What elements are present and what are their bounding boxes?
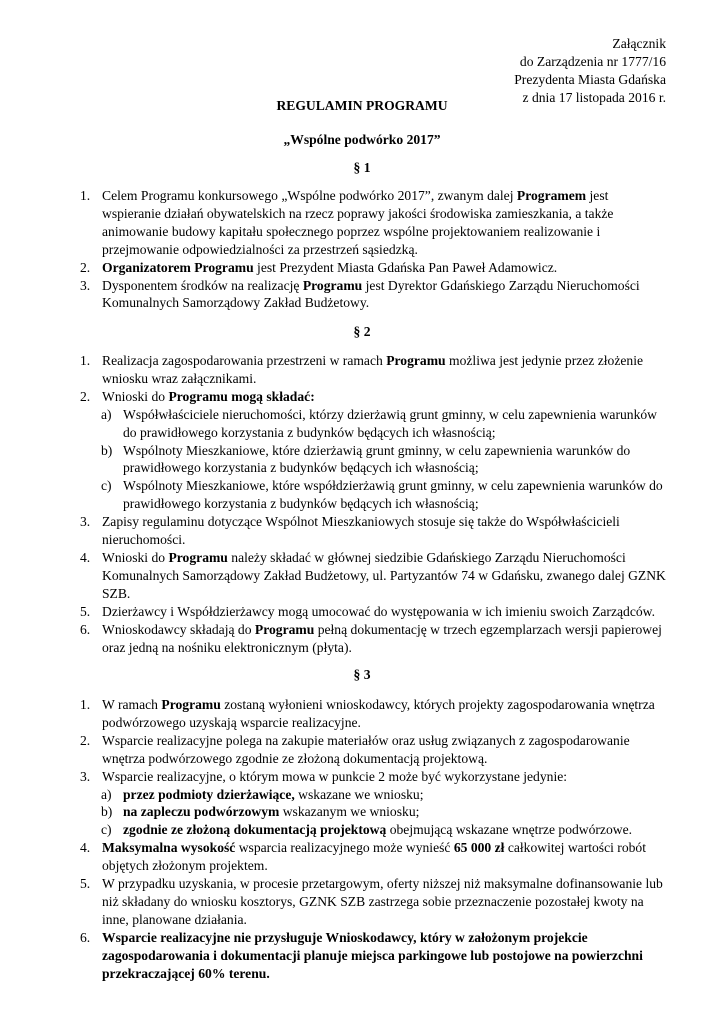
- item-bold: Maksymalna wysokość: [102, 840, 236, 856]
- item-text: Wnioski do: [102, 549, 169, 565]
- item-number: 1.: [80, 697, 91, 712]
- sub-item-text: Współwłaściciele nieruchomości, którzy dzierżawią grunt gminny, w celu zapewnienia warunków do prawidłowego korzystania z budynków będących ich własnością;: [123, 406, 657, 440]
- section-heading-3: § 3: [353, 667, 371, 682]
- item-number: 1.: [80, 353, 91, 368]
- item-text: W przypadku uzyskania, w procesie przetargowym, oferty niższej niż maksymalne dofinansowanie lub niż składany do wniosku kosztorys, GZNK SZB zastrzega sobie przeznaczenie pozostałej kwoty na inne, planowane działania.: [102, 876, 663, 927]
- item-number: 5.: [80, 603, 91, 619]
- sub-item-text: obejmującą wskazane wnętrze podwórzowe.: [386, 822, 633, 838]
- item-text: wsparcia realizacyjnego może wynieść: [235, 840, 454, 856]
- list-item: [80, 259, 666, 277]
- item-bold: Programu mogą składać:: [168, 388, 315, 404]
- sub-item-letter: a): [101, 786, 112, 802]
- item-bold: Programu: [168, 549, 228, 565]
- sub-item-letter: c): [101, 478, 112, 494]
- item-number: 3.: [80, 514, 91, 530]
- section-heading-2: § 2: [353, 324, 371, 339]
- item-number: 6.: [80, 621, 91, 637]
- item-bold: Programem: [516, 188, 587, 203]
- sub-item-text: wskazanym we wniosku;: [279, 804, 420, 820]
- list-item: [80, 187, 666, 259]
- list-item: [80, 388, 666, 406]
- list-item: [80, 929, 666, 983]
- item-text: jest wspieranie działań obywatelskich na rzecz poprawy jakości środowiska zamieszkania, a także animowanie budowy kapitału społecznego poprzez wspólne projektowaniem realizowanie i przejmowanie odpowiedzialności za przestrzeń sąsiedzką.: [102, 188, 614, 257]
- document-title: REGULAMIN PROGRAMU: [276, 98, 448, 113]
- item-bold: 65 000 zł: [453, 840, 505, 856]
- sub-item: [80, 786, 666, 804]
- sub-item-text: Wspólnoty Mieszkaniowe, które dzierżawią grunt gminny, w celu zapewnienia warunków do prawidłowego korzystania z budynków będących ich własnością;: [123, 442, 631, 476]
- item-number: 3.: [80, 768, 91, 784]
- item-text: Celem Programu konkursowego „Wspólne podwórko 2017”, zwanym dalej: [102, 188, 517, 203]
- item-text: całkowitej wartości robót objętych złożonym projektem.: [102, 840, 646, 874]
- item-text: Wsparcie realizacyjne, o którym mowa w punkcie 2 może być wykorzystane jedynie:: [102, 768, 568, 784]
- sub-item: [80, 442, 666, 478]
- sub-item-letter: b): [101, 442, 113, 458]
- annex-line: Prezydenta Miasta Gdańska: [514, 71, 666, 87]
- list-item: [80, 839, 666, 875]
- list-item: [80, 352, 666, 388]
- item-number: 4.: [80, 549, 91, 565]
- sub-item-bold: na zapleczu podwórzowym: [123, 804, 280, 820]
- item-text: Wnioskodawcy składają do: [102, 621, 255, 637]
- item-bold: Programu: [302, 277, 363, 293]
- item-text: Dysponentem środków na realizację: [102, 277, 303, 293]
- item-text: Wsparcie realizacyjne polega na zakupie materiałów oraz usług związanych z zagospodarowanie wnętrza podwórzowego zgodnie ze złożoną dokumentacją projektową.: [102, 732, 630, 766]
- annex-line: z dnia 17 listopada 2016 r.: [522, 89, 666, 105]
- item-number: 5.: [80, 876, 91, 892]
- sub-item-letter: c): [101, 822, 112, 838]
- list-item: [80, 768, 666, 786]
- item-text: W ramach: [102, 697, 162, 712]
- item-text: pełną dokumentację w trzech egzemplarzach wersji papierowej oraz jedną na nośniku elektronicznym (płyta).: [102, 621, 662, 655]
- item-bold: Organizatorem Programu: [102, 259, 254, 275]
- item-text: możliwa jest jedynie przez złożenie wniosku wraz załącznikami.: [102, 353, 644, 386]
- program-name: „Wspólne podwórko 2017”: [283, 132, 441, 147]
- section-2: [80, 352, 666, 656]
- item-text: Realizacja zagospodarowania przestrzeni w ramach: [102, 353, 387, 368]
- item-bold: Programu: [161, 697, 221, 712]
- sub-item-text: wskazane we wniosku;: [294, 786, 424, 802]
- item-number: 3.: [80, 277, 91, 293]
- list-item: [80, 277, 666, 313]
- item-text: należy składać w głównej siedzibie Gdańskiego Zarządu Nieruchomości Komunalnych Samorządowy Zakład Budżetowy, ul. Partyzantów 74 w Gdańsku, zwanego dalej GZNK SZB.: [102, 549, 666, 601]
- item-text: Zapisy regulaminu dotyczące Wspólnot Mieszkaniowych stosuje się także do Współwłaścicieli nieruchomości.: [102, 514, 620, 548]
- sub-item: [80, 477, 666, 513]
- item-bold: Programu: [386, 353, 446, 368]
- sub-item: [80, 406, 666, 442]
- item-bold: Programu: [254, 621, 315, 637]
- item-text: Dzierżawcy i Współdzierżawcy mogą umocować do występowania w ich imieniu swoich Zarządców.: [102, 603, 655, 619]
- list-item: [80, 603, 666, 621]
- section-1: [80, 187, 666, 312]
- annex-line: do Zarządzenia nr 1777/16: [519, 53, 666, 69]
- item-bold: Wsparcie realizacyjne nie przysługuje Wnioskodawcy, który w założonym projekcie zagospodarowania i dokumentacji planuje miejsca parkingowe lub postojowe na powierzchni przekraczającej 60% terenu.: [102, 929, 643, 981]
- item-number: 2.: [80, 732, 91, 748]
- list-item: [80, 875, 666, 929]
- list-item: [80, 549, 666, 603]
- item-number: 4.: [80, 840, 91, 856]
- item-text: zostaną wyłonieni wnioskodawcy, których projekty zagospodarowania wnętrza podwórzowego uzyskają wsparcie realizacyjne.: [102, 697, 655, 730]
- item-number: 2.: [80, 388, 91, 404]
- item-number: 6.: [80, 929, 91, 945]
- list-item: [80, 696, 666, 732]
- sub-item-text: Wspólnoty Mieszkaniowe, które współdzierżawią grunt gminny, w celu zapewnienia warunków do prawidłowego korzystania z budynków będących ich własnością;: [123, 478, 663, 512]
- sub-item-bold: zgodnie ze złożoną dokumentacją projektową: [123, 822, 387, 838]
- item-text: Wnioski do: [102, 388, 169, 404]
- item-text: jest Prezydent Miasta Gdańska Pan Paweł Adamowicz.: [253, 259, 558, 275]
- list-item: [80, 513, 666, 549]
- section-3: [80, 696, 666, 983]
- list-item: [80, 621, 666, 657]
- sub-item-bold: przez podmioty dzierżawiące,: [123, 786, 295, 802]
- annex-line: Załącznik: [612, 36, 666, 51]
- item-number: 2.: [80, 259, 91, 275]
- sub-item: [80, 803, 666, 821]
- list-item: [80, 732, 666, 768]
- sub-item: [80, 821, 666, 839]
- item-text: jest Dyrektor Gdańskiego Zarządu Nieruchomości Komunalnych Samorządowy Zakład Budżetowy.: [102, 277, 640, 311]
- sub-item-letter: b): [101, 804, 113, 820]
- sub-item-letter: a): [101, 406, 112, 422]
- section-heading-1: § 1: [353, 160, 371, 175]
- annex-header: [514, 35, 666, 107]
- item-number: 1.: [80, 188, 91, 203]
